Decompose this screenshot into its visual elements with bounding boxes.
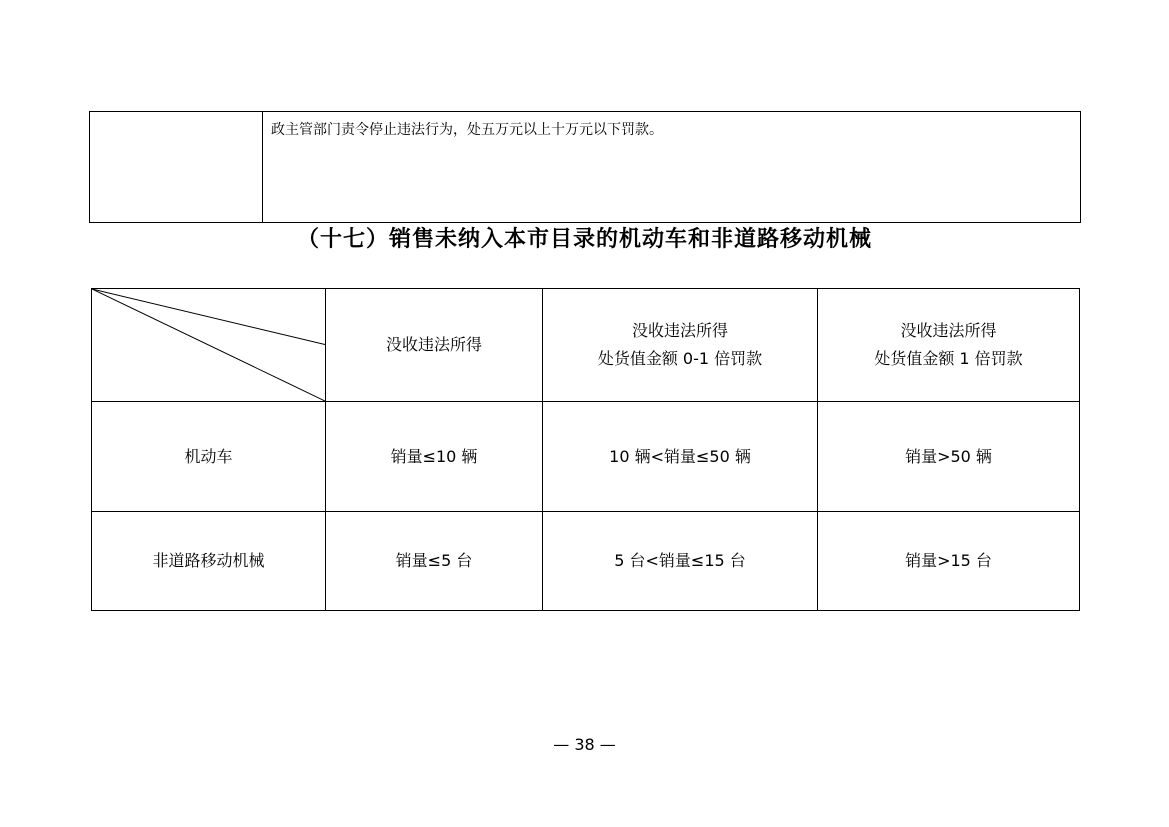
header-cell xyxy=(543,289,818,402)
table-cell: 销量>50 辆 xyxy=(818,402,1080,512)
header-line1: 没收违法所得 xyxy=(631,321,728,340)
diagonal-line-lower xyxy=(92,289,325,401)
table-cell: 10 辆<销量≤50 辆 xyxy=(543,402,818,512)
penalty-table xyxy=(91,288,1080,611)
continued-table-empty-cell xyxy=(90,112,263,223)
table-row xyxy=(92,512,1080,611)
table-cell: 销量≤5 台 xyxy=(326,512,543,611)
page-number: — 38 — xyxy=(553,735,616,754)
table-cell: 销量>15 台 xyxy=(818,512,1080,611)
table-row xyxy=(92,402,1080,512)
header-line2: 处货值金额 1 倍罚款 xyxy=(874,349,1023,368)
header-line2: 处货值金额 0-1 倍罚款 xyxy=(597,349,763,368)
header-line1: 没收违法所得 xyxy=(385,335,482,354)
table-cell: 销量≤10 辆 xyxy=(326,402,543,512)
section-title: （十七）销售未纳入本市目录的机动车和非道路移动机械 xyxy=(296,227,872,252)
header-cell xyxy=(326,289,543,402)
header-line1: 没收违法所得 xyxy=(900,321,997,340)
continued-table xyxy=(89,111,1081,223)
table-header-row xyxy=(92,289,1080,402)
diagonal-line-upper xyxy=(92,289,325,345)
row-label: 机动车 xyxy=(92,402,326,512)
header-cell xyxy=(818,289,1080,402)
diagonal-lines xyxy=(92,289,325,401)
row-label: 非道路移动机械 xyxy=(92,512,326,611)
table-cell: 5 台<销量≤15 台 xyxy=(543,512,818,611)
diagonal-header-cell xyxy=(92,289,326,402)
continued-table-text-cell: 政主管部门责令停止违法行为，处五万元以上十万元以下罚款。 xyxy=(263,112,1081,223)
